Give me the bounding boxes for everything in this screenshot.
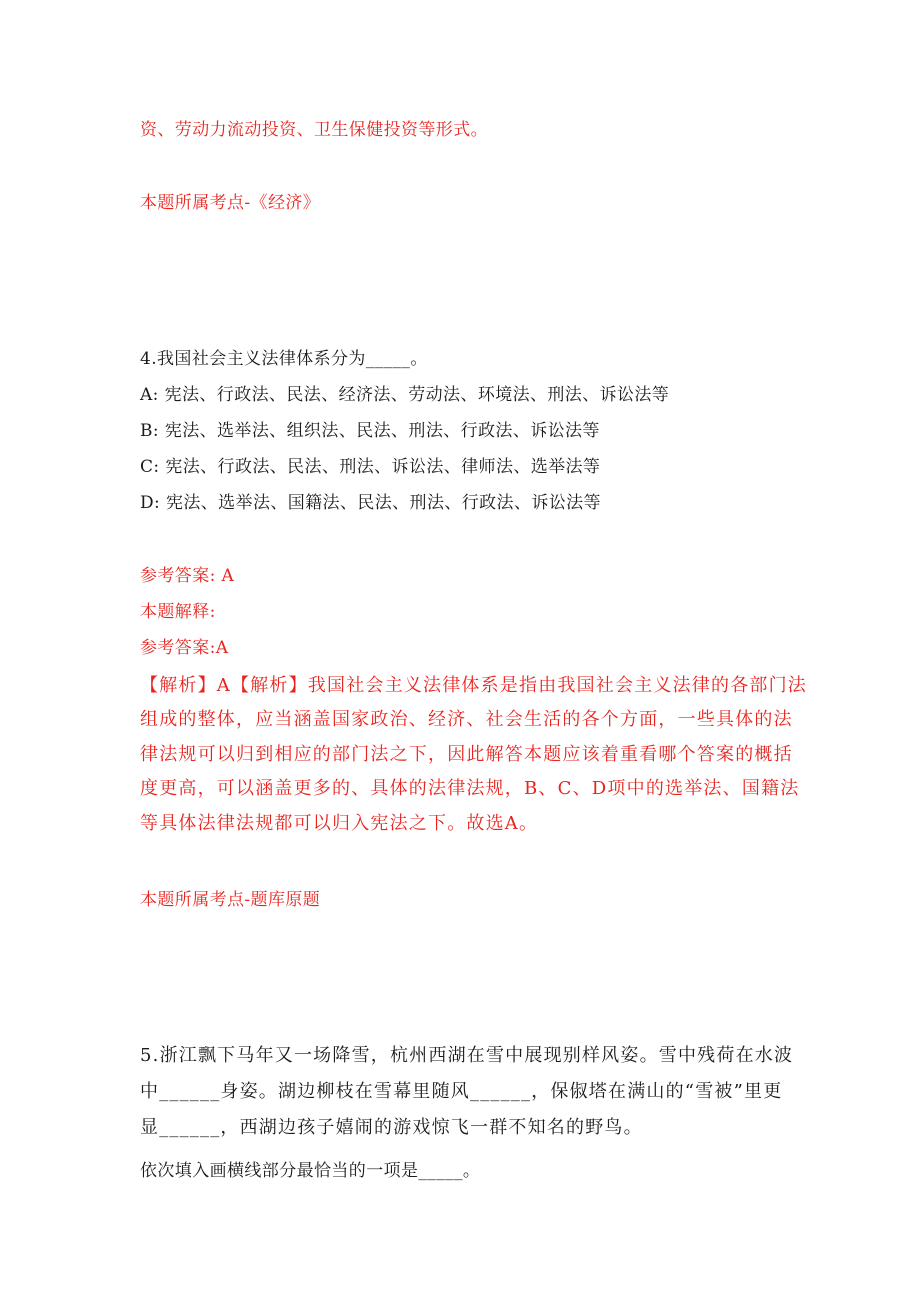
- q5-stem-line: 显______，西湖边孩子嬉闹的游戏惊飞一群不知名的野鸟。: [140, 1117, 643, 1138]
- q4-analysis-line: 度更高，可以涵盖更多的、具体的法律法规，B、C、D项中的选举法、国籍法: [140, 778, 800, 799]
- q4-topic: 本题所属考点-题库原题: [140, 890, 321, 910]
- q4-option-a: A: 宪法、行政法、民法、经济法、劳动法、环境法、刑法、诉讼法等: [140, 385, 670, 405]
- q5-stem-line: 5.浙江飘下马年又一场降雪，杭州西湖在雪中展现别样风姿。雪中残荷在水波: [140, 1045, 794, 1066]
- q4-analysis-line: 等具体法律法规都可以归入宪法之下。故选A。: [140, 813, 539, 834]
- q5-prompt: 依次填入画横线部分最恰当的一项是_____。: [140, 1161, 481, 1181]
- q4-analysis-line: 组成的整体，应当涵盖国家政治、经济、社会生活的各个方面，一些具体的法: [140, 709, 793, 730]
- q3-topic: 本题所属考点-《经济》: [140, 193, 321, 213]
- q4-answer-label: 参考答案: A: [140, 566, 235, 586]
- q4-explain-label: 本题解释:: [140, 602, 216, 622]
- q4-stem: 4.我国社会主义法律体系分为_____。: [140, 349, 428, 369]
- q4-option-d: D: 宪法、选举法、国籍法、民法、刑法、行政法、诉讼法等: [140, 493, 601, 513]
- q4-option-c: C: 宪法、行政法、民法、刑法、诉讼法、律师法、选举法等: [140, 457, 601, 477]
- q5-stem-line: 中______身姿。湖边柳枝在雪幕里随风______，保俶塔在满山的“雪被”里更: [140, 1081, 783, 1102]
- q3-analysis-tail: 资、劳动力流动投资、卫生保健投资等形式。: [140, 120, 488, 140]
- q4-option-b: B: 宪法、选举法、组织法、民法、刑法、行政法、诉讼法等: [140, 421, 600, 441]
- q4-answer-repeat: 参考答案:A: [140, 638, 229, 658]
- q4-analysis-line: 【解析】A【解析】我国社会主义法律体系是指由我国社会主义法律的各部门法: [140, 675, 807, 696]
- q4-analysis-line: 律法规可以归到相应的部门法之下，因此解答本题应该着重看哪个答案的概括: [140, 744, 793, 765]
